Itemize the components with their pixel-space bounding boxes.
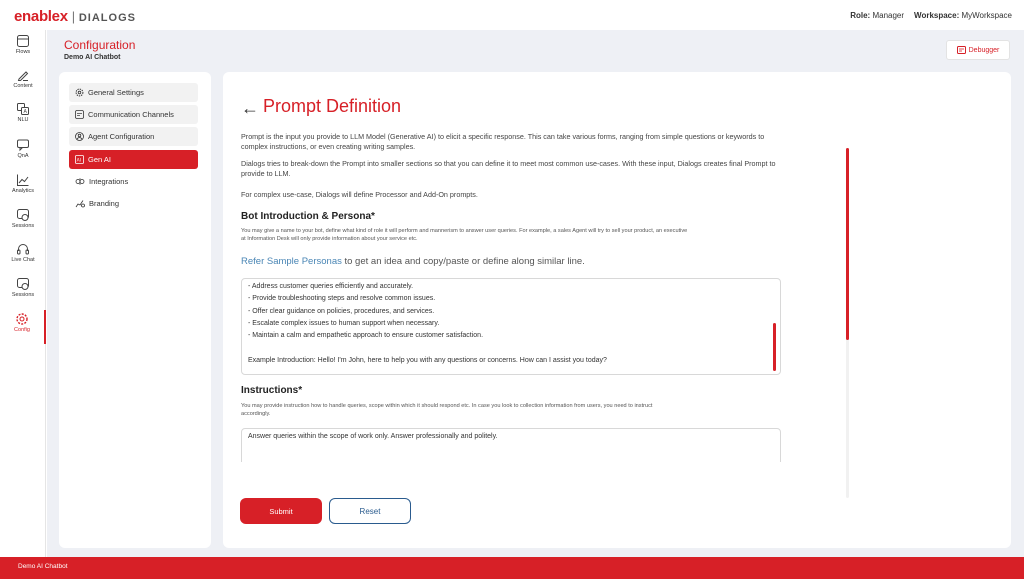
instructions-help — [241, 402, 801, 418]
sessions-icon — [16, 208, 30, 222]
rail-item-nlu[interactable] — [0, 100, 46, 134]
role-workspace-info — [850, 11, 1012, 20]
nav-label: Communication Channels — [88, 110, 174, 119]
branding-icon — [75, 199, 85, 208]
chart-icon — [16, 173, 30, 187]
page-subtitle: Demo AI Chatbot — [64, 54, 121, 61]
nav-item-branding[interactable] — [69, 194, 198, 213]
rail-item-content[interactable] — [0, 66, 46, 100]
workspace-value[interactable]: MyWorkspace — [961, 11, 1012, 20]
desc-line: Prompt is the input you provide to LLM Model (Generative AI) to elicit a specific response. This can take various forms, ranging from simple questions or keywords to — [241, 132, 765, 141]
back-arrow-icon[interactable]: ← — [241, 98, 259, 118]
persona-line: - Address customer queries efficiently and accurately. — [248, 283, 414, 290]
help-line: accordingly. — [241, 411, 271, 417]
debugger-button[interactable] — [946, 40, 1010, 60]
rail-item-config[interactable] — [0, 310, 46, 344]
svg-text:A: A — [23, 109, 27, 116]
footer-text: Demo AI Chatbot — [18, 563, 68, 570]
rail-item-live-chat[interactable] — [0, 240, 46, 274]
prompt-description-3: For complex use-case, Dialogs will define Processor and Add-On prompts. — [241, 190, 478, 199]
pen-icon — [16, 68, 30, 82]
help-line: at Information Desk will only provide information about your service etc. — [241, 236, 418, 242]
nav-item-agent-configuration[interactable] — [69, 127, 198, 146]
ai-icon — [75, 155, 84, 164]
translate-icon — [16, 102, 30, 116]
sessions-icon — [16, 277, 30, 291]
persona-line: - Offer clear guidance on policies, procedures, and services. — [248, 307, 435, 315]
headset-icon — [16, 242, 30, 256]
rail-label: Config — [14, 327, 30, 333]
persona-scrollbar[interactable] — [773, 323, 776, 371]
gear-icon — [75, 88, 84, 97]
nav-item-gen-ai[interactable] — [69, 150, 198, 169]
persona-textarea[interactable] — [241, 278, 781, 375]
settings-nav — [59, 72, 211, 548]
desc-line: provide to LLM. — [241, 169, 291, 178]
persona-line — [242, 342, 780, 354]
rail-label: Live Chat — [11, 257, 35, 263]
nav-label: Integrations — [89, 177, 129, 186]
persona-line: Example Introduction: Hello! I'm John, here to help you with any questions or concerns. How can I assist you today? — [248, 356, 607, 364]
prompt-definition-card — [223, 72, 1011, 548]
nav-label: General Settings — [88, 88, 144, 97]
desc-line: complex instructions, or even creating writing samples. — [241, 142, 416, 151]
footer-bar — [0, 557, 1024, 579]
workspace-label: Workspace: — [914, 11, 960, 20]
desc-line: Dialogs tries to break-down the Prompt into smaller sections so that you can define it to meet most common use-cases. With these input, Dialogs creates final Prompt to — [241, 159, 776, 168]
flows-icon — [16, 34, 30, 48]
page-title: Configuration — [64, 38, 136, 52]
nav-item-general-settings[interactable] — [69, 83, 198, 102]
role-label: Role: — [850, 11, 871, 20]
help-line: You may give a name to your bot, define what kind of role it will perform and mannerism to answer user queries. For example, a sales Agent will try to sell your product, an executive — [241, 228, 688, 234]
chat-icon — [16, 138, 30, 152]
agent-icon — [75, 132, 84, 141]
svg-text:AI: AI — [76, 158, 82, 164]
instructions-heading: Instructions* — [241, 385, 303, 396]
nav-label: Branding — [89, 199, 120, 208]
rail-item-qna[interactable] — [0, 136, 46, 170]
brand-name: enablex — [14, 8, 68, 25]
nav-label: Gen AI — [88, 155, 111, 164]
submit-button[interactable]: Submit — [240, 498, 322, 524]
instructions-textarea[interactable] — [241, 428, 781, 462]
rail-item-flows[interactable] — [0, 32, 46, 66]
reset-button[interactable]: Reset — [329, 498, 411, 524]
nav-item-integrations[interactable] — [69, 172, 198, 191]
rail-label: NLU — [17, 117, 29, 123]
rail-label: QnA — [17, 153, 29, 159]
nav-label: Agent Configuration — [88, 132, 155, 141]
gear-icon — [15, 312, 29, 326]
product-name: DIALOGS — [78, 12, 136, 24]
nav-item-communication-channels[interactable] — [69, 105, 198, 124]
main-area — [47, 30, 1024, 557]
enablex-logo[interactable]: enablex | DIALOGS — [14, 8, 136, 25]
left-rail — [0, 30, 46, 557]
refer-sample-personas — [241, 256, 585, 267]
rail-label: Content — [13, 83, 33, 89]
channels-icon — [75, 110, 84, 119]
rail-label: Flows — [15, 49, 31, 55]
persona-line: - Maintain a calm and empathetic approach to ensure customer satisfaction. — [248, 332, 484, 340]
prompt-definition-title: Prompt Definition — [263, 96, 402, 116]
debugger-label: Debugger — [968, 46, 1000, 54]
prompt-description — [241, 132, 859, 152]
integrations-icon — [75, 177, 85, 186]
debugger-icon — [957, 46, 966, 54]
refer-text: to get an idea and copy/paste or define along similar line. — [341, 256, 585, 267]
refer-sample-personas-link[interactable]: Refer Sample Personas — [241, 256, 342, 267]
rail-item-sessions-2[interactable] — [0, 275, 46, 309]
rail-label: Sessions — [11, 292, 35, 298]
persona-line: - Escalate complex issues to human support when necessary. — [248, 319, 440, 327]
rail-label: Analytics — [11, 188, 34, 194]
rail-item-analytics[interactable] — [0, 171, 46, 205]
bot-introduction-help — [241, 227, 801, 243]
persona-line: - Provide troubleshooting steps and resolve common issues. — [248, 295, 436, 303]
rail-label: Sessions — [11, 223, 35, 229]
role-value: Manager — [872, 11, 905, 20]
prompt-description-2 — [241, 159, 859, 179]
help-line: You may provide instruction how to handle queries, scope within which it should respond etc. In case you look to collection information from users, you need to instruct — [241, 403, 653, 409]
instructions-value: Answer queries within the scope of work only. Answer professionally and politely. — [248, 433, 498, 440]
prompt-definition-scroll-area[interactable] — [223, 72, 863, 462]
top-bar — [0, 0, 1024, 30]
bot-introduction-heading: Bot Introduction & Persona* — [241, 211, 375, 222]
rail-item-sessions[interactable] — [0, 206, 46, 240]
